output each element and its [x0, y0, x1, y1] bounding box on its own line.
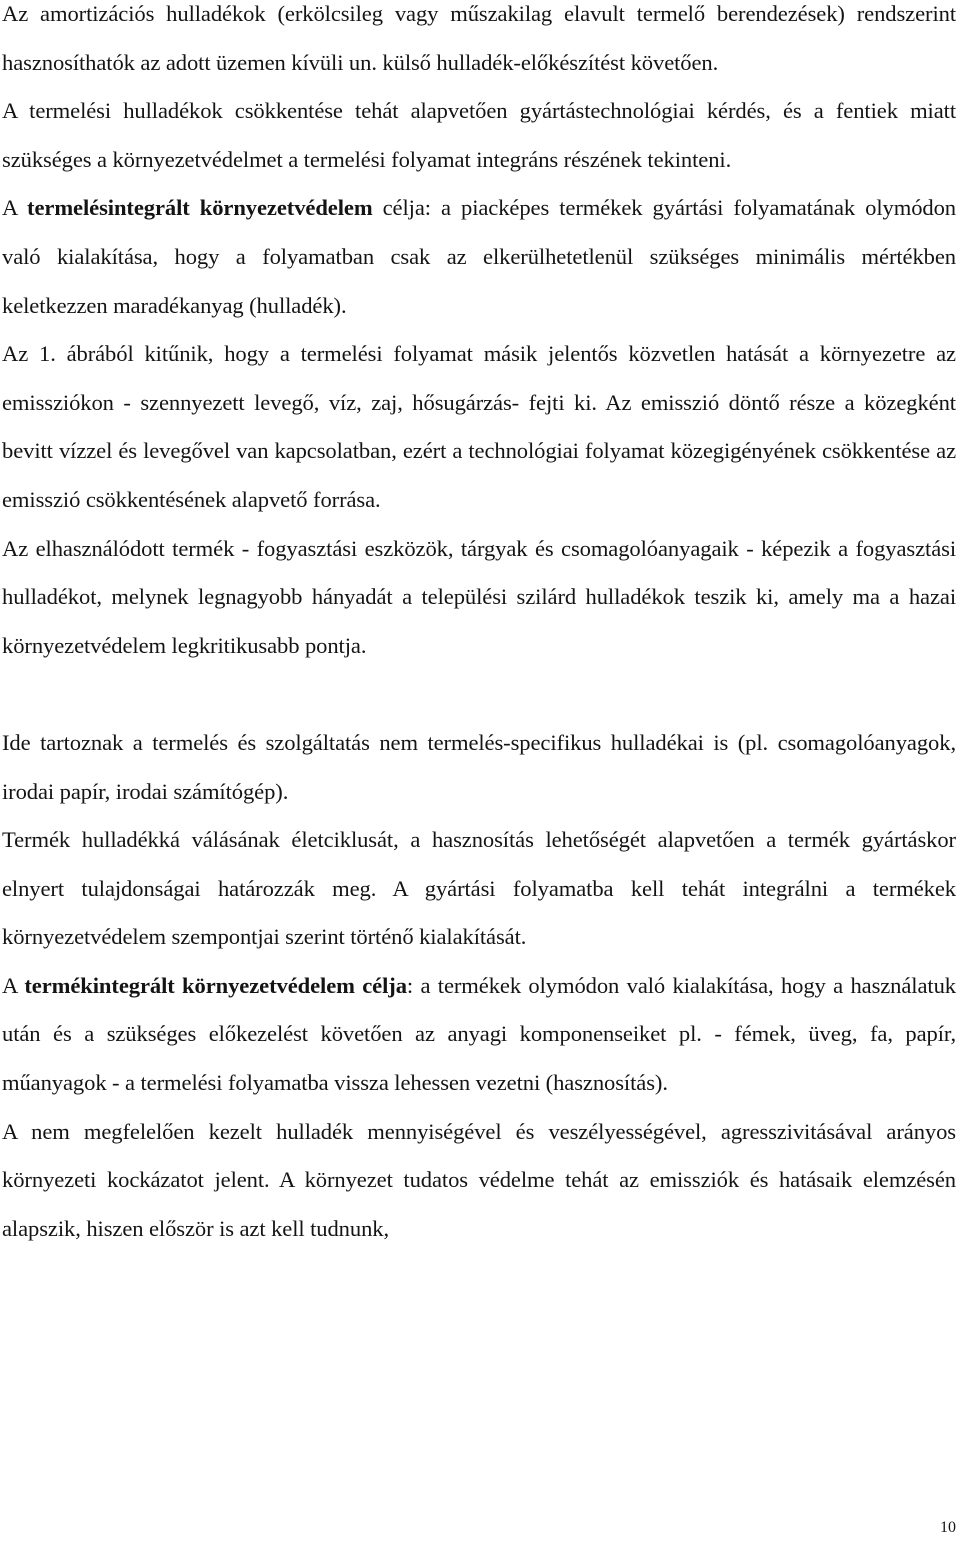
paragraph-consumer-waste: Az elhasználódott termék - fogyasztási eszközök, tárgyak és csomagolóanyagaik - képezik a fogyasztási hulladékot, melynek legnagyobb hányadát a települési szilárd hulladékok teszik ki, amely ma a hazai környezetvédelem legkritikusabb pontja.	[2, 535, 956, 658]
paragraph-production-integrated-protection	[2, 184, 956, 330]
page-number: 10	[940, 1519, 956, 1536]
paragraph-body-text: célja: a piacképes termékek gyártási folyamatának olymódon való kialakítása, hogy a folyamatban csak az elkerülhetetlenül szükséges minimális mértékben keletkezzen maradékanyag (hulladék).	[2, 195, 956, 318]
paragraph-amortization-waste: Az amortizációs hulladékok (erkölcsileg vagy műszakilag elavult termelő berendezések) rendszerint hasznosíthatók az adott üzemen kívüli un. külső hulladék-előkészítést követően.	[2, 1, 956, 75]
paragraph-service-waste: Ide tartoznak a termelés és szolgáltatás nem termelés-specifikus hulladékai is (pl. csomagolóanyagok, irodai papír, irodai számítógép).	[2, 729, 956, 804]
bold-term-production-integrated: termelésintegrált környezetvédelem	[27, 195, 373, 221]
paragraph-product-lifecycle: Termék hulladékká válásának életciklusát, a hasznosítás lehetőségét alapvetően a termék gyártáskor elnyert tulajdonságai határozzák meg. A gyártási folyamatba kell tehát integrálni a termékek környezetvédelem szempontjai szerint történő kialakítását.	[2, 827, 956, 950]
paragraph-body-text: : a termékek olymódon való kialakítása, hogy a használatuk után és a szükséges előkezelést követően az anyagi komponenseiket pl. - fémek, üveg, fa, papír, műanyagok - a termelési folyamatba vissza lehessen vezetni (hasznosítás).	[2, 972, 956, 1096]
paragraph-production-waste-reduction: A termelési hulladékok csökkentése tehát alapvetően gyártástechnológiai kérdés, és a fentiek miatt szükséges a környezetvédelmet a termelési folyamat integráns részének tekinteni.	[2, 98, 956, 172]
paragraph-lead-text: A	[2, 972, 25, 998]
paragraph-environmental-risk: A nem megfelelően kezelt hulladék mennyiségével és veszélyességével, agresszivitásával arányos környezeti kockázatot jelent. A környezet tudatos védelme tehát az emissziók és hatásaik elemzésén alapszik, hiszen először is azt kell tudnunk,	[2, 1118, 956, 1241]
paragraph-lead-text: A	[2, 195, 28, 221]
paragraph-product-integrated-protection	[2, 962, 956, 1108]
document-page	[2, 0, 956, 1253]
paragraph-gap	[2, 670, 956, 719]
paragraph-emissions: Az 1. ábrából kitűnik, hogy a termelési folyamat másik jelentős közvetlen hatását a környezetre az emissziókon - szennyezett levegő, víz, zaj, hősugárzás- fejti ki. Az emisszió döntő része a közegként bevitt vízzel és levegővel van kapcsolatban, ezért a technológiai folyamat közegigényének csökkentése az emisszió csökkentésének alapvető forrása.	[2, 341, 956, 512]
bold-term-product-integrated: termékintegrált környezetvédelem célja	[24, 972, 407, 998]
